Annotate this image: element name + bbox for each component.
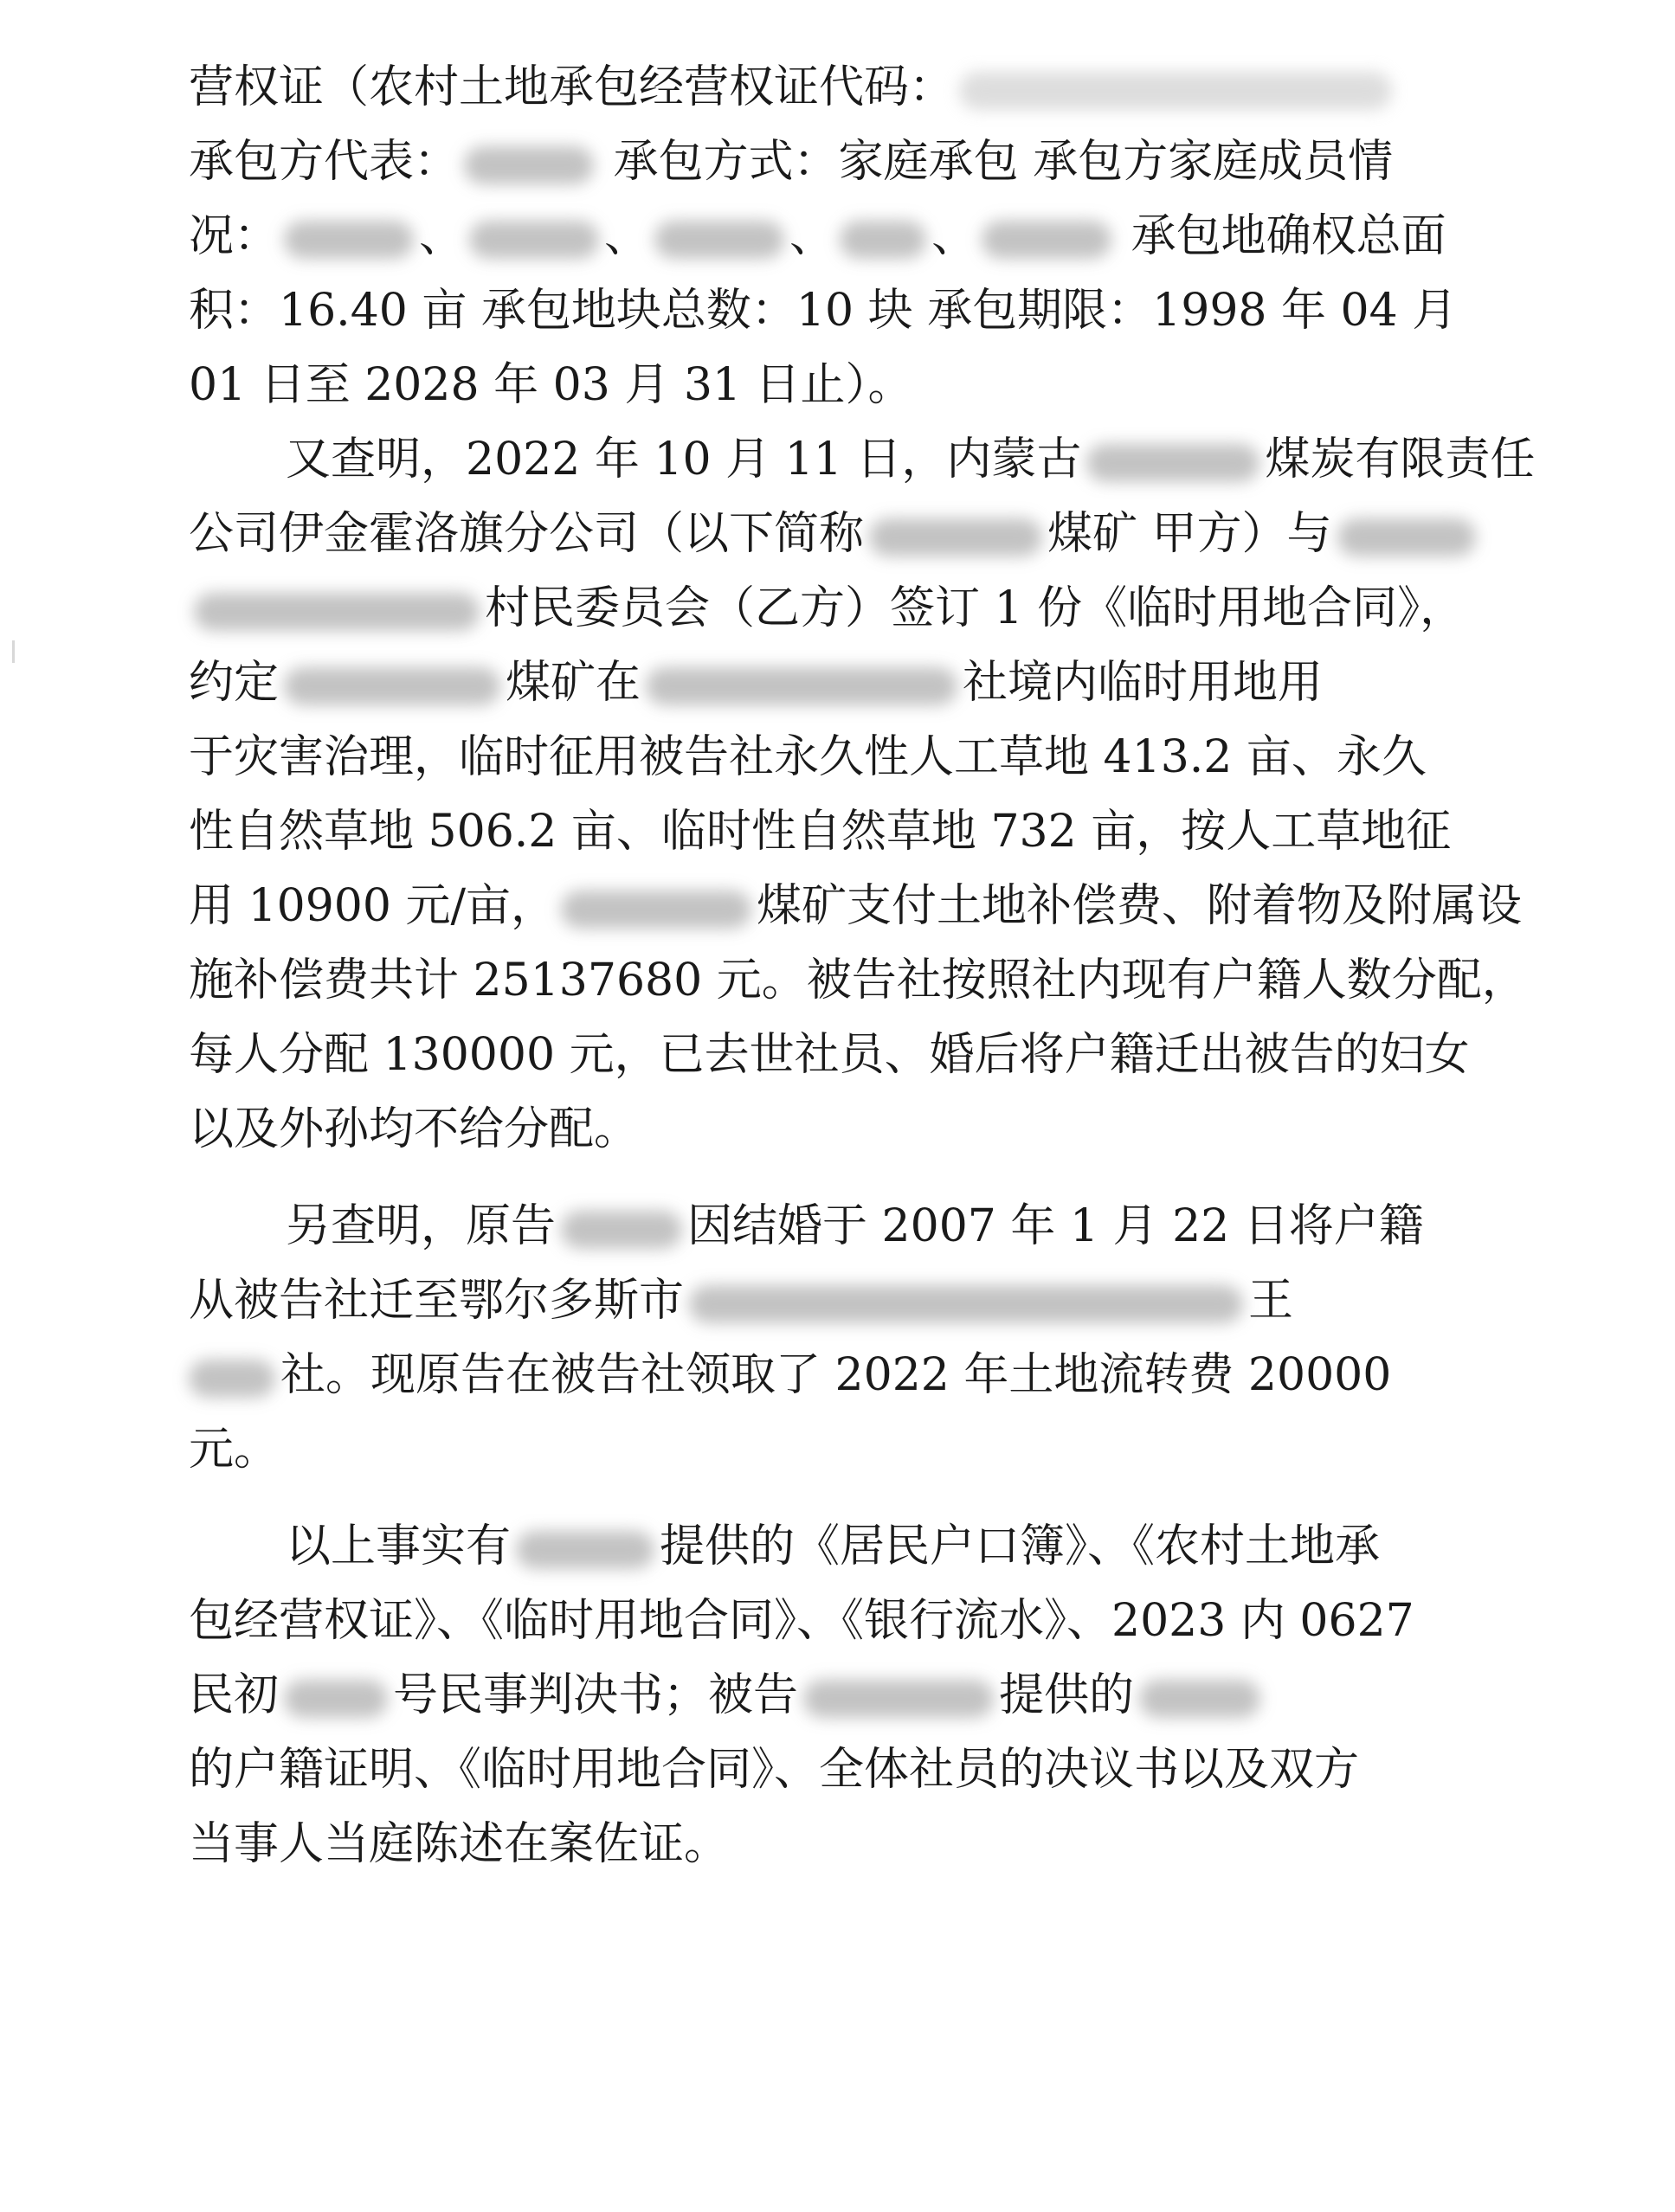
redacted-name	[284, 221, 414, 259]
redacted-name	[982, 221, 1111, 259]
redacted-company-name	[869, 518, 1042, 556]
text-segment: 承包地确权总面	[1117, 210, 1446, 262]
text-segment: 民初	[189, 1669, 280, 1721]
text-line-24	[189, 1805, 1453, 1883]
text-line-14	[189, 1016, 1470, 1094]
text-segment: 公司伊金霍洛旗分公司（以下简称	[189, 508, 865, 560]
text-segment: 煤矿 甲方）与	[1047, 508, 1332, 560]
text-line-16	[286, 1187, 1454, 1265]
text-segment: 从被告社迁至鄂尔多斯市	[189, 1275, 685, 1327]
redacted-name	[464, 146, 594, 184]
text-line-8	[189, 569, 1466, 647]
redacted-place-name	[689, 1285, 1243, 1323]
redacted-place-name	[646, 667, 957, 705]
text-segment: 、	[789, 210, 835, 262]
text-segment: 施补偿费共计 25137680 元。被告社按照社内现有户籍人数分配，	[189, 955, 1527, 1006]
text-line-18	[189, 1336, 1453, 1414]
text-line-17	[189, 1262, 1453, 1340]
text-segment: 、	[931, 210, 977, 262]
redacted-company-name	[561, 891, 751, 929]
scan-edge-mark	[12, 640, 15, 663]
text-segment: 以上事实有	[286, 1521, 512, 1572]
text-segment: 、	[419, 210, 465, 262]
redacted-place-name	[194, 593, 480, 631]
redacted-certificate-code	[959, 72, 1392, 110]
text-segment: 包经营权证》、《临时用地合同》、《银行流水》、2023 内 0627	[189, 1595, 1414, 1647]
text-line-22	[189, 1656, 1453, 1734]
text-segment: 营权证（农村土地承包经营权证代码：	[189, 61, 955, 113]
text-segment: 号民事判决书；被告	[393, 1669, 799, 1721]
text-line-12	[189, 867, 1523, 945]
text-segment: 元。	[189, 1424, 280, 1476]
text-segment: 每人分配 130000 元，已去世社员、婚后将户籍迁出被告的妇女	[189, 1029, 1470, 1081]
text-segment: 煤炭有限责任	[1265, 434, 1536, 485]
redacted-case-number	[284, 1680, 388, 1718]
text-segment: 提供的《居民户口簿》、《农村土地承	[660, 1521, 1381, 1572]
text-line-2	[189, 123, 1453, 201]
text-line-10	[189, 718, 1453, 796]
text-line-4	[189, 272, 1458, 350]
text-segment: 社境内临时用地用	[963, 657, 1324, 709]
text-segment: 约定	[189, 657, 280, 709]
text-segment: 性自然草地 506.2 亩、临时性自然草地 732 亩，按人工草地征	[189, 806, 1452, 858]
redacted-company-name	[1086, 444, 1259, 482]
redacted-name	[1139, 1680, 1260, 1718]
text-segment: 煤矿在	[506, 657, 641, 709]
redacted-company-name	[284, 667, 500, 705]
redacted-name	[516, 1531, 654, 1569]
redacted-name	[469, 221, 599, 259]
text-segment: 村民委员会（乙方）签订 1 份《临时用地合同》，	[485, 582, 1466, 634]
text-line-5	[189, 346, 1453, 424]
text-segment: 积：16.40 亩 承包地块总数：10 块 承包期限：1998 年 04 月	[189, 285, 1458, 337]
text-segment: 提供的	[999, 1669, 1135, 1721]
text-line-13	[189, 942, 1527, 1019]
text-line-20	[286, 1508, 1454, 1585]
text-segment: 因结婚于 2007 年 1 月 22 日将户籍	[687, 1200, 1424, 1252]
text-segment: 承包方代表：	[189, 136, 460, 188]
text-segment: 用 10900 元/亩，	[189, 880, 556, 932]
redacted-place-name	[189, 1360, 275, 1398]
text-line-21	[189, 1582, 1453, 1660]
text-segment: 当事人当庭陈述在案佐证。	[189, 1818, 730, 1870]
text-segment: 况：	[189, 210, 280, 262]
redacted-place-name	[1337, 518, 1476, 556]
redacted-name	[840, 221, 926, 259]
text-segment: 煤矿支付土地补偿费、附着物及附属设	[757, 880, 1523, 932]
text-segment: 又查明，2022 年 10 月 11 日，内蒙古	[286, 434, 1082, 485]
text-segment: 社。现原告在被告社领取了 2022 年土地流转费 20000	[280, 1349, 1392, 1401]
text-segment: 以及外孙均不给分配。	[189, 1103, 640, 1155]
text-segment: 的户籍证明、《临时用地合同》、全体社员的决议书以及双方	[189, 1744, 1360, 1796]
text-line-6	[286, 421, 1536, 498]
text-segment: 另查明，原告	[286, 1200, 557, 1252]
text-line-23	[189, 1731, 1453, 1809]
text-line-1	[189, 48, 1453, 126]
text-line-3	[189, 197, 1453, 275]
text-segment: 承包方式：家庭承包 承包方家庭成员情	[599, 136, 1394, 188]
text-line-9	[189, 644, 1453, 722]
redacted-name	[561, 1211, 682, 1249]
text-segment: 、	[604, 210, 650, 262]
text-segment: 王	[1248, 1275, 1294, 1327]
text-line-7	[189, 495, 1453, 573]
redacted-name	[654, 221, 784, 259]
text-line-11	[189, 793, 1453, 871]
text-line-15	[189, 1090, 1453, 1168]
text-segment: 01 日至 2028 年 03 月 31 日止）。	[189, 359, 913, 411]
redacted-defendant-name	[803, 1680, 994, 1718]
text-segment: 于灾害治理，临时征用被告社永久性人工草地 413.2 亩、永久	[189, 731, 1427, 783]
text-line-19	[189, 1411, 1453, 1489]
